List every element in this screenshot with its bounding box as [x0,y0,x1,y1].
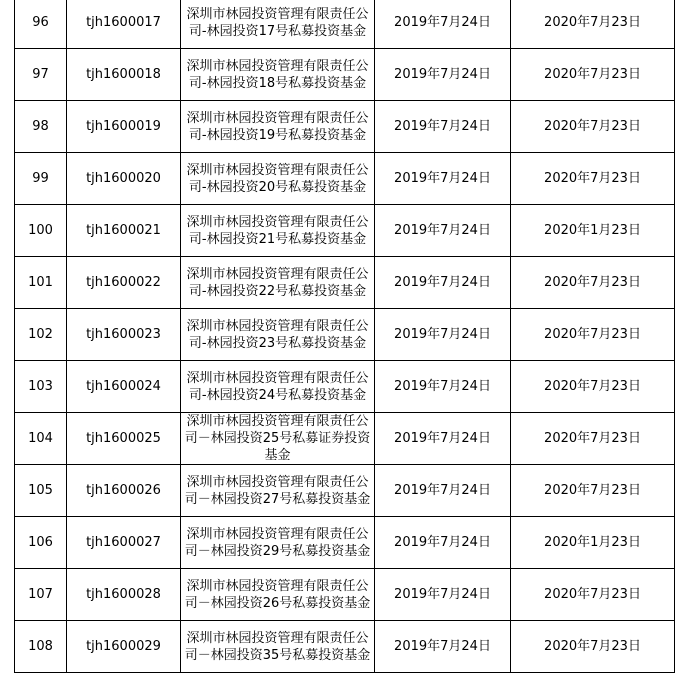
fund-table [14,0,675,673]
table-row [15,309,675,361]
row-number-cell: 108 [15,621,67,673]
product-code-cell: tjh1600022 [67,257,181,309]
product-code-cell: tjh1600017 [67,0,181,49]
row-number-cell: 104 [15,413,67,465]
end-date-cell: 2020年7月23日 [511,101,675,153]
row-number-cell: 105 [15,465,67,517]
start-date-cell: 2019年7月24日 [375,101,511,153]
fund-name-cell: 深圳市林园投资管理有限责任公司-林园投资24号私募投资基金 [181,361,375,413]
row-number-cell: 100 [15,205,67,257]
start-date-cell: 2019年7月24日 [375,517,511,569]
table-row [15,569,675,621]
row-number-cell: 99 [15,153,67,205]
product-code-cell: tjh1600023 [67,309,181,361]
fund-name-cell: 深圳市林园投资管理有限责任公司-林园投资22号私募投资基金 [181,257,375,309]
end-date-cell: 2020年7月23日 [511,621,675,673]
fund-name-cell: 深圳市林园投资管理有限责任公司-林园投资17号私募投资基金 [181,0,375,49]
product-code-cell: tjh1600024 [67,361,181,413]
fund-name-cell: 深圳市林园投资管理有限责任公司-林园投资19号私募投资基金 [181,101,375,153]
end-date-cell: 2020年7月23日 [511,465,675,517]
row-number-cell: 107 [15,569,67,621]
end-date-cell: 2020年7月23日 [511,361,675,413]
table-row [15,49,675,101]
end-date-cell: 2020年7月23日 [511,569,675,621]
end-date-cell: 2020年1月23日 [511,205,675,257]
row-number-cell: 102 [15,309,67,361]
start-date-cell: 2019年7月24日 [375,0,511,49]
end-date-cell: 2020年7月23日 [511,49,675,101]
end-date-cell: 2020年1月23日 [511,517,675,569]
product-code-cell: tjh1600018 [67,49,181,101]
table-row [15,413,675,465]
product-code-cell: tjh1600019 [67,101,181,153]
fund-name-cell: 深圳市林园投资管理有限责任公司－林园投资26号私募投资基金 [181,569,375,621]
row-number-cell: 96 [15,0,67,49]
product-code-cell: tjh1600025 [67,413,181,465]
start-date-cell: 2019年7月24日 [375,361,511,413]
start-date-cell: 2019年7月24日 [375,621,511,673]
start-date-cell: 2019年7月24日 [375,413,511,465]
product-code-cell: tjh1600020 [67,153,181,205]
end-date-cell: 2020年7月23日 [511,413,675,465]
fund-name-cell: 深圳市林园投资管理有限责任公司－林园投资29号私募投资基金 [181,517,375,569]
start-date-cell: 2019年7月24日 [375,465,511,517]
table-row [15,517,675,569]
row-number-cell: 97 [15,49,67,101]
fund-name-cell: 深圳市林园投资管理有限责任公司-林园投资21号私募投资基金 [181,205,375,257]
start-date-cell: 2019年7月24日 [375,309,511,361]
start-date-cell: 2019年7月24日 [375,569,511,621]
row-number-cell: 106 [15,517,67,569]
product-code-cell: tjh1600026 [67,465,181,517]
start-date-cell: 2019年7月24日 [375,49,511,101]
start-date-cell: 2019年7月24日 [375,153,511,205]
table-row [15,101,675,153]
table-row [15,465,675,517]
start-date-cell: 2019年7月24日 [375,257,511,309]
table-row [15,205,675,257]
row-number-cell: 98 [15,101,67,153]
end-date-cell: 2020年7月23日 [511,257,675,309]
product-code-cell: tjh1600029 [67,621,181,673]
row-number-cell: 103 [15,361,67,413]
fund-name-cell: 深圳市林园投资管理有限责任公司－林园投资27号私募投资基金 [181,465,375,517]
end-date-cell: 2020年7月23日 [511,309,675,361]
fund-name-cell: 深圳市林园投资管理有限责任公司-林园投资23号私募投资基金 [181,309,375,361]
table-row [15,361,675,413]
start-date-cell: 2019年7月24日 [375,205,511,257]
product-code-cell: tjh1600028 [67,569,181,621]
fund-name-cell: 深圳市林园投资管理有限责任公司－林园投资25号私募证券投资基金 [181,413,375,465]
fund-name-cell: 深圳市林园投资管理有限责任公司-林园投资20号私募投资基金 [181,153,375,205]
end-date-cell: 2020年7月23日 [511,0,675,49]
fund-table-body [15,0,675,673]
table-row [15,257,675,309]
fund-name-cell: 深圳市林园投资管理有限责任公司－林园投资35号私募投资基金 [181,621,375,673]
row-number-cell: 101 [15,257,67,309]
fund-name-cell: 深圳市林园投资管理有限责任公司-林园投资18号私募投资基金 [181,49,375,101]
table-row [15,153,675,205]
table-row [15,621,675,673]
table-row [15,0,675,49]
end-date-cell: 2020年7月23日 [511,153,675,205]
product-code-cell: tjh1600027 [67,517,181,569]
product-code-cell: tjh1600021 [67,205,181,257]
